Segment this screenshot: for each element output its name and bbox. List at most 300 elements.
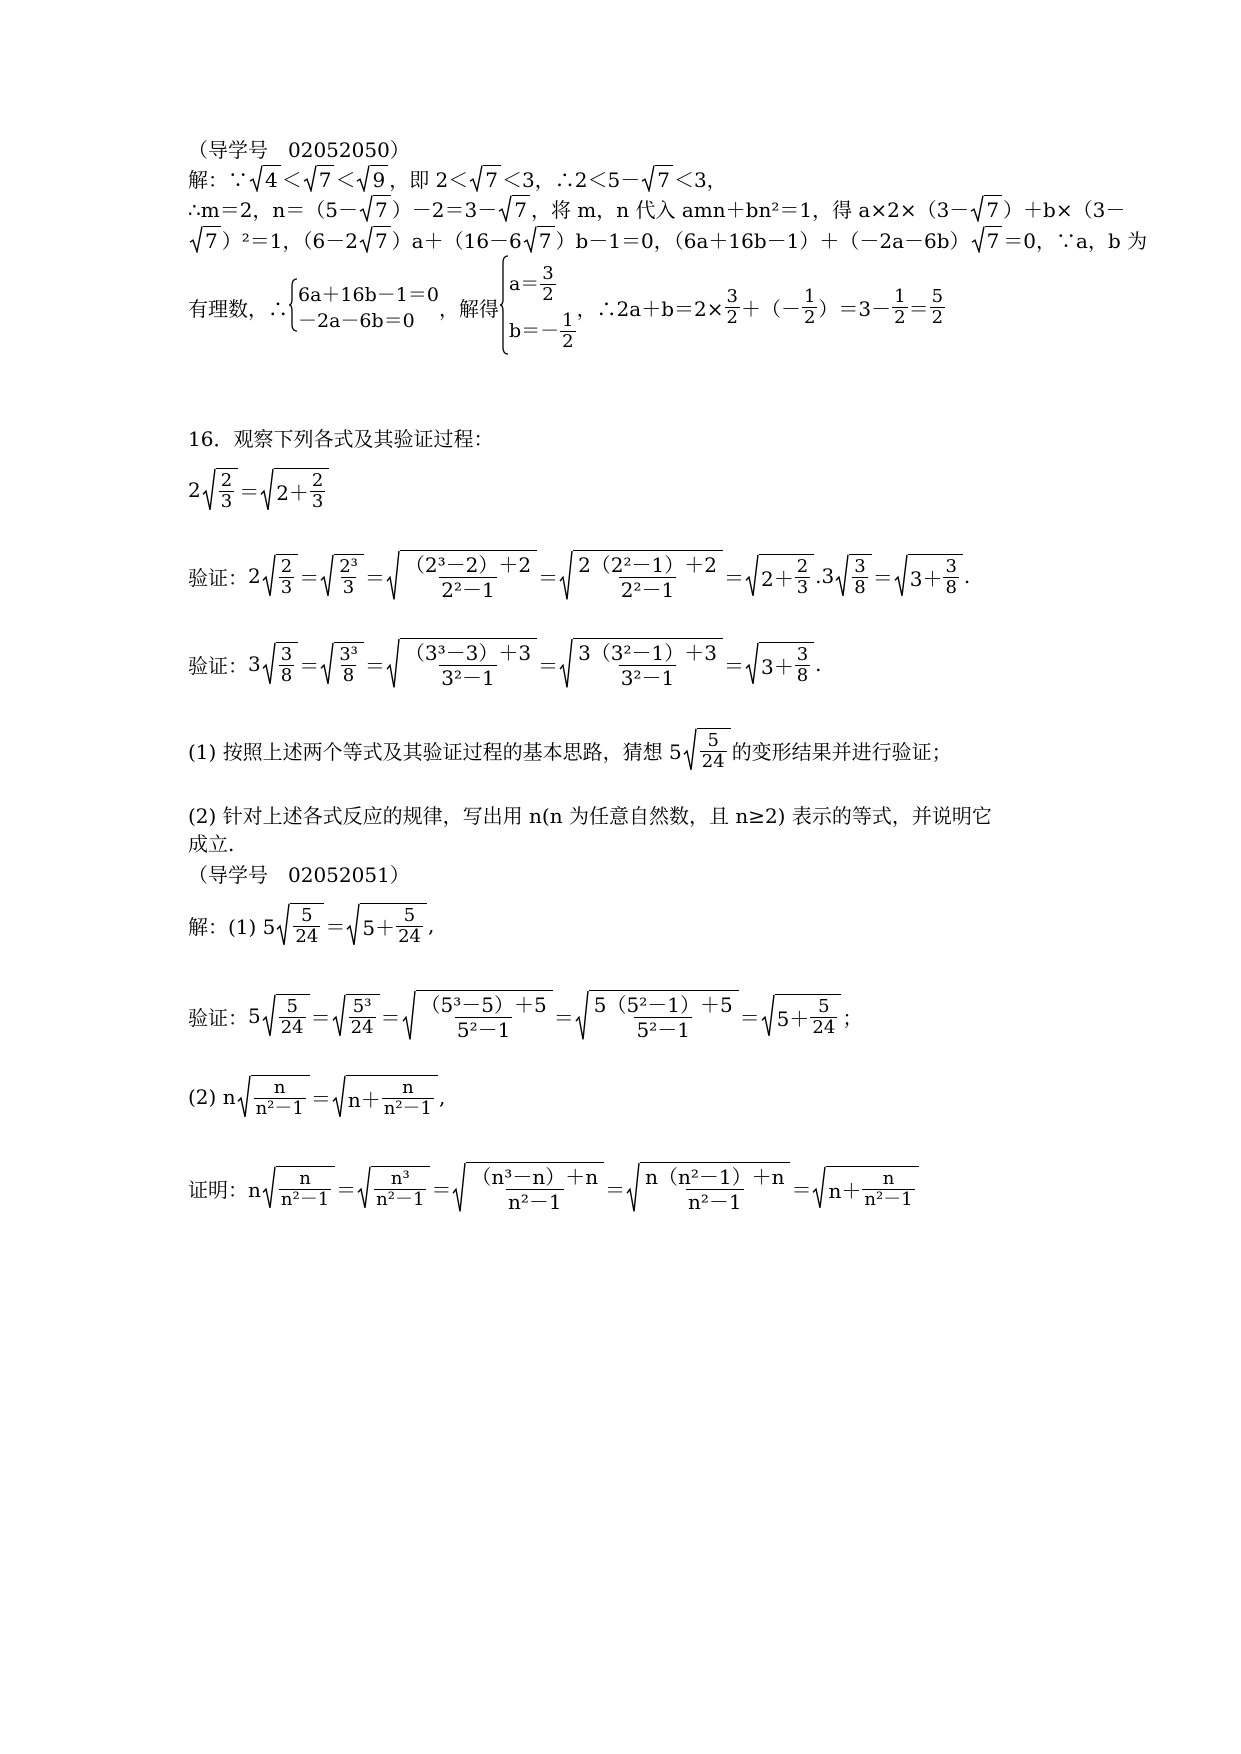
radical [346,903,427,947]
numerator: 2 [311,470,324,491]
radical-sign-icon [262,1166,276,1210]
numerator: 2 [796,556,809,577]
denominator: 3 [311,491,324,512]
radical-sign-icon [359,195,373,222]
left-brace-icon [499,255,509,360]
fraction [700,731,727,772]
text-run: ＝ [908,297,929,321]
denominator: 3 [796,577,809,598]
numerator: n³ [390,1168,410,1189]
numerator: 5 [707,730,719,751]
radicand [400,550,537,602]
text-run: a＝ [508,273,540,295]
text-run: 2＋ [760,567,794,591]
radical [359,226,391,253]
radical [386,550,537,602]
numerator: 2³ [339,556,358,577]
denominator: 8 [945,577,957,598]
radical-sign-icon [559,550,573,602]
fraction [310,471,325,512]
numerator: n [273,1077,286,1098]
radical-sign-icon [346,903,360,947]
radical-sign-icon [262,642,276,686]
radicand [908,554,963,598]
denominator: 8 [280,665,293,686]
denominator: n²－1 [383,1098,432,1119]
text-run: 5 [248,1004,261,1028]
denominator: 5²－1 [636,1018,690,1042]
numerator: 3 [945,556,957,577]
radical-sign-icon [452,1162,466,1214]
text-run: ＝ [538,653,559,678]
reference-number: （导学号 02052050） [188,138,410,162]
radical [249,165,281,192]
text-run: 7 [986,229,1000,253]
text-run: . [963,564,971,588]
text-run: . [815,652,822,676]
text-run: ＝ [325,914,346,939]
text-run: 的变形结果并进行验证； [731,739,952,764]
numerator: 3 [542,262,554,284]
text-run: 7 [374,229,388,253]
fraction [337,557,360,598]
radical-sign-icon [237,1075,251,1119]
text-run: ，∴2a＋b＝2× [576,297,724,321]
text-run: ＝ [364,565,385,590]
radical-sign-icon [356,165,370,192]
denominator: n²－1 [507,1190,562,1214]
text-run: ，将 m，n 代入 amn＋bn²＝1，得 a×2×（3－ [530,198,970,222]
numerator: 3 [796,644,809,665]
radicand [573,638,723,690]
numerator: （5³－5）＋5 [420,993,547,1017]
denominator: 24 [350,1017,374,1038]
radicand [334,554,364,598]
radical-sign-icon [332,994,346,1038]
text-run: 4 [265,168,278,192]
fraction [382,1078,434,1119]
radical-sign-icon [498,195,512,222]
radical [357,1166,430,1210]
numerator: 5 [301,905,313,926]
text-run: ＝ [872,565,893,590]
denominator: 24 [398,926,421,947]
text-run: ）b－1＝0，（6a＋16b－1）＋（－2a－6b） [555,229,970,253]
text-run: ＝ [364,653,385,678]
fraction [279,645,294,686]
text-run: 7 [657,168,670,192]
radical [237,1075,310,1119]
text-run: 3＋ [760,655,794,679]
text-run: 7 [514,198,527,222]
denominator: n²－1 [687,1190,742,1214]
numerator: 3（3²－1）＋3 [578,641,717,665]
fraction [337,645,360,686]
denominator: 8 [854,577,866,598]
text-run: 证明：n [188,1177,261,1202]
numerator: （n³－n）＋n [471,1165,599,1189]
fraction [403,553,533,602]
radical [260,468,329,512]
radical-sign-icon [262,554,276,598]
system-eq: －2a－6b＝0 [298,309,415,332]
text-run: 7 [538,229,552,253]
text-run: ＝ [299,653,320,678]
radical-sign-icon [386,638,400,690]
numerator: 1 [562,309,574,331]
text-run: ，即 2＜ [389,168,469,192]
radical [559,638,723,690]
radicand [775,994,842,1038]
radicand [826,1166,918,1210]
radical-sign-icon [469,165,483,192]
numerator: 3 [280,644,293,665]
radical [332,994,380,1038]
text-run: 2 [248,564,261,588]
radical-sign-icon [332,1075,346,1119]
radicand [276,994,310,1038]
radical-sign-icon [357,1166,371,1210]
radical [262,994,310,1038]
sub-question-1 [188,728,952,772]
radical-sign-icon [320,554,334,598]
radicand [697,728,731,772]
text-run: n＋ [828,1179,862,1203]
text-run: ＜3， [673,168,727,192]
fraction [643,1165,786,1214]
text-run: 3 [248,652,261,676]
radical [971,226,1003,253]
text-run: n＋ [347,1088,381,1112]
solution-line-2 [188,194,1125,223]
radical-sign-icon [523,226,537,253]
proof-line [188,1162,920,1214]
numerator: n（n²－1）＋n [645,1165,785,1189]
text-run: ＜3，∴2＜5－ [502,168,641,192]
radical [356,165,388,192]
radical [523,226,555,253]
text-run: 7 [375,198,388,222]
denominator: 3 [342,577,355,598]
radical-sign-icon [641,165,655,192]
text-run: ）＋b×（3－ [1003,198,1126,222]
text-run: 有理数，∴ [188,297,288,321]
numerator: 2 [280,556,293,577]
radicand [512,195,530,222]
text-run: ＝ [739,1005,760,1030]
radicand [466,1162,604,1214]
reference-number: （导学号 02052051） [188,863,410,887]
fraction [892,287,907,328]
radicand [371,1166,430,1210]
denominator: 8 [796,665,809,686]
denominator: 2 [803,307,816,328]
radicand [346,994,380,1038]
text-run: ＝0，∵a，b 为 [1003,229,1148,253]
radicand [276,554,298,598]
numerator: 3 [726,286,738,307]
solution-line-3 [188,225,1147,254]
text-run: ＝ [553,1005,574,1030]
radical [262,642,298,686]
fraction [279,997,306,1038]
text-run: ）＝3－ [818,297,892,321]
text-run: ）a＋（16－6 [391,229,522,253]
radical-sign-icon [575,990,589,1042]
radicand [483,165,501,192]
denominator: n²－1 [864,1189,913,1210]
fraction [254,1078,306,1119]
radicand [274,468,329,512]
text-run: ）²＝1，（6－2 [221,229,358,253]
text-run: ＝ [336,1177,357,1202]
text-run: ，解得 [438,297,499,321]
radical-sign-icon [559,638,573,690]
text-run: 验证： [188,565,248,590]
fraction [279,1169,331,1210]
denominator: 2²－1 [441,578,495,602]
radicand [263,165,281,192]
radicand [276,642,298,686]
radical [276,903,324,947]
fraction [219,471,234,512]
radical [386,638,537,690]
denominator: 2 [562,330,574,352]
text-run: 2＋ [276,481,309,505]
numerator: n [882,1168,895,1189]
numerator: （2³－2）＋2 [404,553,532,577]
text-run: 验证： [188,1005,248,1030]
text-run: ＝ [239,479,260,504]
radical [812,1166,918,1210]
text-run: ＝ [310,1005,331,1030]
solution-line-1 [188,164,727,193]
denominator: 2 [931,307,944,328]
radicand [985,226,1003,253]
radical [320,554,364,598]
text-run: 解：(1) 5 [188,914,276,939]
text-run: ＝ [310,1086,331,1111]
radicand [655,165,673,192]
radical [262,1166,335,1210]
radical [189,226,221,253]
radical [452,1162,604,1214]
system-eq: 6a＋16b－1＝0 [298,283,439,306]
radicand [759,554,814,598]
denominator: n²－1 [280,1189,330,1210]
text-run: 3 [821,564,835,588]
denominator: n²－1 [255,1098,304,1119]
radical [970,195,1002,222]
text-run: ＝ [723,565,744,590]
denominator: 2 [542,283,554,305]
radical-sign-icon [262,994,276,1038]
text-run: (1) 按照上述两个等式及其验证过程的基本思路，猜想 5 [188,739,682,764]
text-run: 2 [188,478,201,502]
radical [626,1162,790,1214]
text-run: 5＋ [362,916,396,940]
answer-2 [188,1075,445,1119]
denominator: 2 [894,307,906,328]
radical-sign-icon [260,468,274,512]
fraction [725,287,740,328]
radical-sign-icon [249,165,263,192]
numerator: 3³ [339,644,358,665]
radicand [400,638,537,690]
text-run: ＋（－ [740,297,801,321]
fraction [810,997,837,1038]
numerator: 5 [931,286,944,307]
denominator: 3 [220,491,233,512]
radical-sign-icon [745,642,759,686]
text-run: ＝ [791,1177,812,1202]
radical [575,990,739,1042]
text-run: 9 [372,168,386,192]
denominator: 24 [295,926,319,947]
radical [359,195,391,222]
numerator: 1 [803,286,816,307]
denominator: 2²－1 [620,578,675,602]
radical [303,165,335,192]
numerator: 2 [220,470,233,491]
text-run: (2) n [188,1085,236,1109]
text-run: . [815,564,822,588]
equation-system [298,282,439,334]
fraction [862,1169,914,1210]
text-run: ＝ [431,1177,452,1202]
numerator: n [402,1077,414,1098]
fraction [592,993,735,1042]
radicand [360,903,427,947]
radical [332,1075,438,1119]
solution-a [509,264,577,305]
question-title: 16．观察下列各式及其验证过程： [188,427,494,451]
text-run: 验证： [188,653,248,678]
radicand [203,226,221,253]
text-run: ＜ [281,168,302,192]
numerator: 3 [854,556,866,577]
radical [835,554,871,598]
radical-sign-icon [303,165,317,192]
text-run: ＝ [723,653,744,678]
radicand [589,990,739,1042]
denominator: 2 [726,307,738,328]
radicand [537,226,555,253]
text-run: 7 [205,229,218,253]
radicand [216,468,238,512]
sub-question-2: (2) 针对上述各式反应的规律，写出用 n(n 为任意自然数，且 n≥2) 表示的等式，并说明它 [188,804,992,828]
denominator: 3²－1 [441,666,495,690]
text-run: , [427,913,435,937]
numerator: 5 [403,905,416,926]
radicand [370,165,388,192]
radical [761,994,842,1038]
fraction [540,264,555,305]
radical-sign-icon [971,226,985,253]
denominator: 3²－1 [620,666,675,690]
fraction [852,557,867,598]
denominator: 5²－1 [456,1018,511,1042]
fraction [396,906,423,947]
radical-sign-icon [189,226,203,253]
radicand [373,195,391,222]
text-run: 7 [485,168,499,192]
numerator: 5³ [352,996,372,1017]
radicand [984,195,1002,222]
left-brace-icon [288,278,298,337]
radical [683,728,731,772]
verify-line-2 [188,638,822,690]
numerator: 5 [286,996,298,1017]
text-run: , [439,1085,446,1109]
text-run: ； [842,1005,863,1030]
radical [894,554,963,598]
radicand [334,642,364,686]
fraction [795,645,810,686]
text-run: ∴m＝2，n＝（5－ [188,198,359,222]
denominator: n²－1 [376,1189,425,1210]
sub-question-2-cont: 成立. [188,832,235,856]
fraction [374,1169,426,1210]
text-run: ）－2＝3－ [391,198,498,222]
text-run: 解：∵ [188,168,248,192]
fraction [403,641,533,690]
radical [559,550,723,602]
solution-line-4 [188,255,946,360]
fraction [293,906,320,947]
radical [402,990,553,1042]
radicand [251,1075,310,1119]
numerator: 1 [894,286,906,307]
fraction [576,641,719,690]
fraction [802,287,817,328]
fraction [279,557,294,598]
numerator: n [299,1168,311,1189]
fraction [560,311,575,352]
radical-sign-icon [761,994,775,1038]
radical-sign-icon [683,728,697,772]
radical [469,165,501,192]
radical [641,165,673,192]
radicand [373,226,391,253]
fraction [795,557,810,598]
text-run: ＝ [538,565,559,590]
example-equation [188,468,330,512]
text-run: 7 [318,168,332,192]
radical-sign-icon [970,195,984,222]
radical-sign-icon [386,550,400,602]
denominator: 24 [812,1017,836,1038]
denominator: 24 [701,751,725,772]
radical-sign-icon [835,554,849,598]
radical [262,554,298,598]
text-run: 5＋ [776,1007,810,1031]
radical-sign-icon [812,1166,826,1210]
radical [745,642,814,686]
numerator: 5 [818,996,830,1017]
radical [320,642,364,686]
text-run: 7 [986,198,1000,222]
fraction [469,1165,600,1214]
radicand [759,642,814,686]
radical-sign-icon [402,990,416,1042]
radical [745,554,814,598]
solution-b [509,311,577,352]
text-run: 3＋ [909,567,943,591]
radicand [573,550,723,602]
denominator: 3 [280,577,293,598]
text-run: ＜ [335,168,356,192]
